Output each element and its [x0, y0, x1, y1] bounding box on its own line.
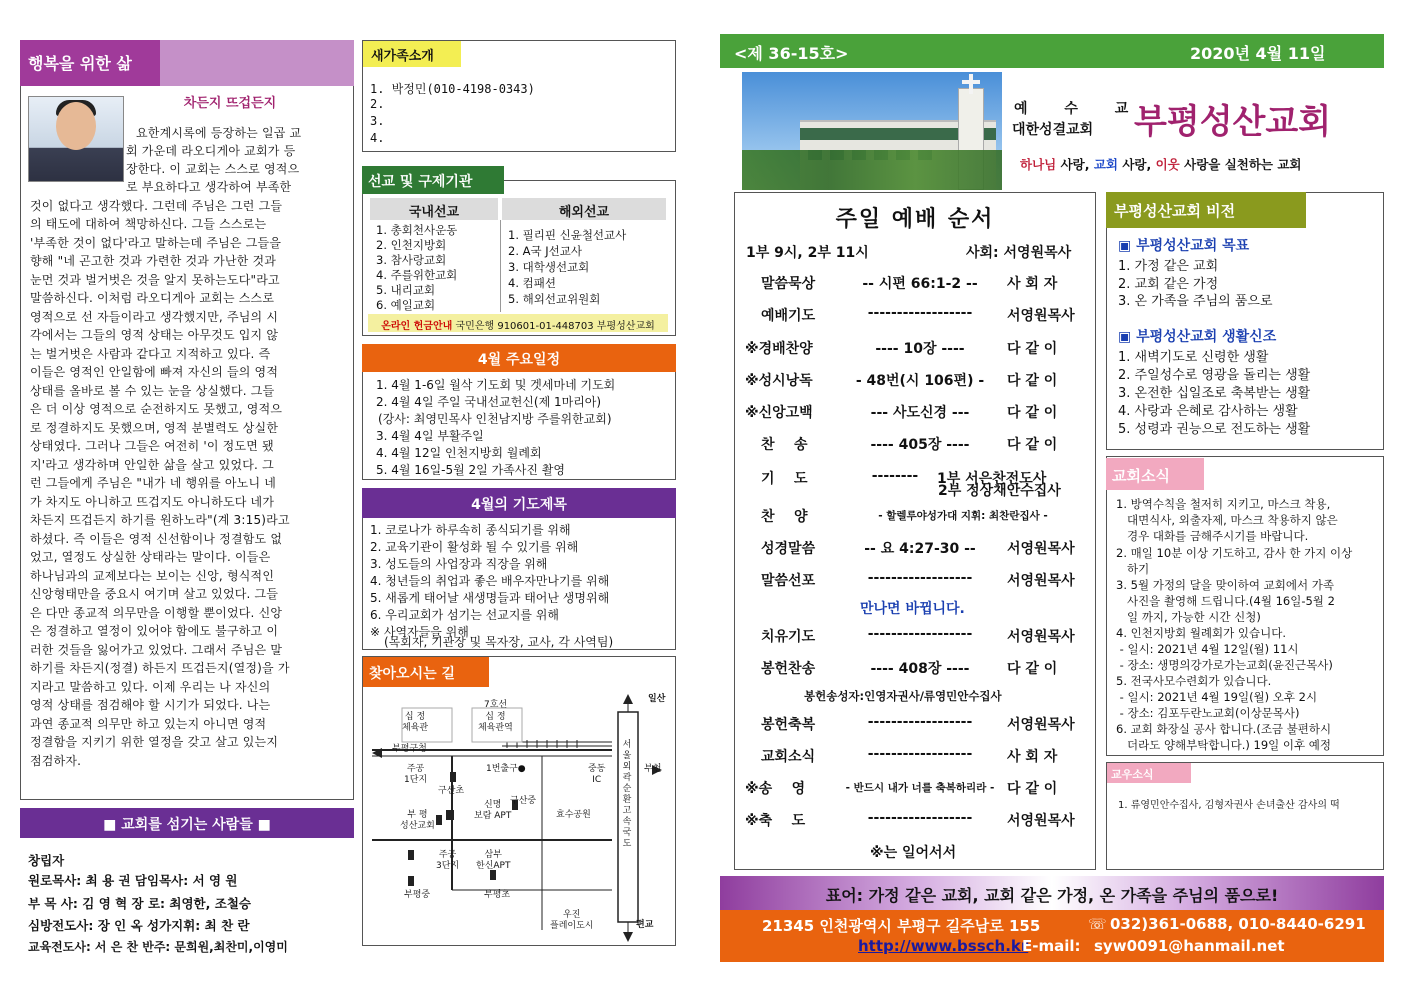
missions-title: 선교 및 구제기관: [362, 166, 504, 194]
worship-row-label: 성경말씀: [761, 541, 816, 557]
prayer-item: 1. 코로나가 하루속히 종식되기를 위해: [370, 523, 571, 537]
worship-row: [745, 570, 1090, 594]
service-times: 1부 9시, 2부 11시: [746, 245, 869, 261]
prayer-title: 4월의 기도제목: [362, 488, 676, 518]
online-offering-info: [368, 314, 668, 332]
essay-title-bar: [160, 40, 354, 86]
domestic-mission-item: 2. 인천지방회: [376, 238, 447, 252]
map-label-bupyeong-elementary: 부평초: [484, 890, 511, 900]
worship-row: [745, 434, 1090, 458]
goal-item: 1. 가정 같은 교회: [1118, 259, 1219, 274]
map-label-bupyeong-gu-office: 부평구청: [392, 744, 427, 754]
map-label-jugong1: 주공 1단지: [404, 764, 428, 785]
map-label-sipjeong-station: 십 정 체육관역: [478, 712, 513, 733]
map-label-jungdong-ic: 중동 IC: [588, 764, 606, 785]
map-label-sipjeong-gym: 십 정 체육관: [402, 712, 429, 733]
essay-section-title: 행복을 위한 삶: [20, 40, 160, 86]
essay-line: 하나님과의 교제보다는 보이는 신앙, 형식적인: [30, 569, 275, 583]
creed-item: 3. 온전한 십일조로 축복받는 생활: [1118, 386, 1311, 401]
worship-row: [745, 305, 1090, 329]
motto-part: 교회: [1093, 157, 1118, 172]
goal-item: 3. 온 가족을 주님의 품으로: [1118, 294, 1273, 309]
worship-row-middle: -- 요 4:27-30 --: [864, 541, 976, 557]
motto-part: 이웃: [1155, 157, 1180, 172]
worship-row: [745, 273, 1090, 297]
worship-row: [745, 746, 1090, 770]
new-family-title: 새가족소개: [363, 41, 461, 67]
map-label-highway: 서울외곽순환고속국도: [622, 740, 632, 849]
worship-row-right: 서영원목사: [1007, 629, 1075, 645]
essay-line: 로 정결하지도 못했으며, 영적 분별력도 상실한: [30, 421, 279, 435]
issue-date: 2020년 4월 11일: [1190, 44, 1326, 63]
essay-line: 가 차지도 아니하고 뜨겁지도 아니하도다 네가: [30, 495, 275, 509]
essay-line: 정결함을 지키기 위한 열정을 갖고 살고 있는지: [30, 735, 279, 749]
schedule-item: (강사: 최영민목사 인천남지방 주를위한교회): [378, 412, 612, 426]
essay-line: 은 다만 종교적 의무만을 이행할 뿐이었다. 신앙: [30, 606, 283, 620]
staff-line: 심방전도사: 장 인 옥 성가지휘: 최 찬 란: [28, 918, 250, 933]
worship-row-right: 다 같 이: [1007, 661, 1058, 677]
worship-row-right: 사 회 자: [1007, 276, 1058, 292]
worship-row-label: ※성시낭독: [745, 373, 813, 389]
news-item: 5. 전국사모수련회가 있습니다.: [1116, 674, 1272, 688]
church-news-title: 교회소식: [1106, 458, 1204, 490]
worship-row-middle: -- 시편 66:1-2 --: [862, 276, 978, 292]
worship-row-right: 서영원목사: [1007, 308, 1075, 324]
prayer-item: 4. 청년들의 취업과 좋은 배우자만나기를 위해: [370, 574, 610, 588]
essay-line: 상태를 올바로 볼 수 있는 눈을 상실했다. 그들: [30, 384, 275, 398]
news-item: - 장소: 생명의강가로가는교회(윤진근목사): [1116, 658, 1333, 672]
worship-row-label: 봉헌찬송: [761, 661, 816, 677]
essay-line: 로 부요하다고 생각하여 부족한: [126, 180, 292, 194]
worship-row-middle: --- 사도신경 ---: [870, 405, 970, 421]
creed-item: 2. 주일성수로 영광을 돌리는 생활: [1118, 368, 1311, 383]
foreign-mission-item: 4. 컴패션: [508, 276, 556, 290]
worship-row-label: 말씀선포: [761, 573, 816, 589]
foreign-mission-item: 5. 해외선교위원회: [508, 292, 601, 306]
news-item: 대면식사, 외출자제, 마스크 착용하지 않은: [1116, 513, 1338, 527]
worship-row-label: 기 도: [761, 471, 808, 487]
worship-row-label: ※송 영: [745, 781, 806, 797]
worship-row-middle: - 할렐루야성가대 지휘: 최찬란집사 -: [878, 510, 1048, 522]
worship-row-middle: ------------------: [867, 714, 973, 730]
schedule-title: 4월 주요일정: [362, 344, 676, 372]
worship-row-right: 다 같 이: [1007, 341, 1058, 357]
domestic-mission-item: 1. 총회천사운동: [376, 223, 458, 237]
essay-line: 각에서는 그들의 영적 상태는 아무것도 입지 않: [30, 328, 279, 342]
worship-row-middle: ------------------: [867, 746, 973, 762]
essay-line: 은 더 이상 영적으로 순전하지도 못했고, 영적으: [30, 402, 283, 416]
worship-row-right: 다 같 이: [1007, 373, 1058, 389]
worship-row: [745, 538, 1090, 562]
motto-part: 사랑을 실천하는 교회: [1179, 157, 1302, 172]
worship-row-right: 다 같 이: [1007, 437, 1058, 453]
second-service-prayer: 2부 정상채안수집사: [938, 483, 1061, 499]
map-label-bupyeong-middle: 부평중: [404, 890, 431, 900]
worship-row-label: ※경배찬양: [745, 341, 813, 357]
worship-row-right: 사 회 자: [1007, 749, 1058, 765]
bank-account-text: 국민은행 910601-01-448703 부평성산교회: [455, 321, 655, 332]
worship-row: [745, 714, 1090, 738]
domestic-missions-header: 국내선교: [370, 198, 498, 220]
denomination-line-2: 대한성결교회: [1012, 122, 1094, 138]
issue-number: <제 36-15호>: [734, 44, 849, 63]
staff-line: 원로목사: 최 용 권 담임목사: 서 영 원: [28, 873, 238, 888]
domestic-mission-item: 4. 주를위한교회: [376, 268, 458, 282]
prayer-item: 6. 우리교회가 섬기는 선교지를 위해: [370, 608, 559, 622]
worship-row-middle: ---- 405장 ----: [870, 437, 970, 453]
news-item: 하기: [1116, 562, 1150, 576]
schedule-item: 3. 4월 4일 부활주일: [376, 429, 484, 443]
worship-row: [745, 658, 1090, 682]
schedule-item: 2. 4월 4일 주일 국내선교헌신(제 1마리아): [376, 395, 602, 409]
phone-numbers: 032)361-0688, 010-8440-6291: [1110, 915, 1366, 933]
phone-icon: ☏: [1088, 915, 1107, 933]
directions-title: 찾아오시는 길: [363, 657, 489, 687]
creed-item: 4. 사랑과 은혜로 감사하는 생활: [1118, 404, 1298, 419]
worship-row-middle: - 반드시 내가 너를 축복하리라 -: [845, 782, 995, 794]
essay-line: 은 정결하고 열정이 있어야 함에도 불구하고 이: [30, 624, 279, 638]
news-item: 6. 교회 화장실 공사 합니다.(조금 불편하시: [1116, 722, 1332, 736]
online-offering-label: 온라인 헌금안내: [381, 321, 453, 332]
creed-item: 1. 새벽기도로 신령한 생활: [1118, 350, 1269, 365]
schedule-item: 4. 4월 12일 인천지방회 월례회: [376, 446, 542, 460]
standing-note: ※는 일어서서: [870, 845, 957, 861]
worship-row-middle: ---- 10장 ----: [875, 341, 965, 357]
worship-row-right: 다 같 이: [1007, 405, 1058, 421]
new-family-item: 1. 박정민(010-4198-0343): [370, 82, 535, 96]
creed-item: 5. 성령과 권능으로 전도하는 생활: [1118, 422, 1311, 437]
missions-divider: [500, 220, 501, 312]
domestic-mission-item: 5. 내리교회: [376, 283, 436, 297]
worship-row: [745, 810, 1090, 834]
map-label-pyeongyo: 편교: [636, 920, 654, 930]
church-name: 부평성산교회: [1134, 102, 1332, 142]
goal-heading: ▣ 부평성산교회 목표: [1118, 238, 1250, 254]
staff-line: 창립자: [28, 853, 65, 868]
map-label-exit1: 1번출구●: [486, 764, 526, 774]
map-label-gusan-elementary: 구산초: [438, 786, 465, 796]
news-item: 3. 5월 가정의 달을 맞이하여 교회에서 가족: [1116, 578, 1334, 592]
foreign-mission-item: 1. 필리핀 신윤철선교사: [508, 228, 627, 242]
essay-line: 것이 없다고 생각했다. 그런데 주님은 그런 그들: [30, 199, 283, 213]
news-item: - 일시: 2021년 4월 12일(월) 11시: [1116, 642, 1299, 656]
map-label-hyosu-park: 효수공원: [556, 810, 591, 820]
news-item: - 장소: 김포두란노교회(이상문목사): [1116, 706, 1300, 720]
essay-title: 차든지 뜨겁든지: [183, 96, 277, 111]
denomination-line-1: 예 수 교: [1014, 101, 1145, 117]
worship-row-label: 봉헌축복: [761, 717, 816, 733]
foreign-mission-item: 3. 대학생선교회: [508, 260, 590, 274]
essay-line: 말씀하신다. 이처럼 라오디게아 교회는 스스로: [30, 291, 275, 305]
news-item: 4. 인천지방회 월례회가 있습니다.: [1116, 626, 1287, 640]
map-label-sinmyeong: 신명 보람 APT: [474, 800, 512, 821]
essay-line: 차든지 뜨겁든지 하기를 원하노라"(계 3:15)라고: [30, 513, 290, 527]
essay-line: 신앙형태만을 중요시 여기며 살고 있었다. 그들: [30, 587, 279, 601]
essay-line: 영적 상태를 점검해야 할 시기가 되었다. 나는: [30, 698, 271, 712]
worship-row-right: 서영원목사: [1007, 573, 1075, 589]
essay-line: 상태였다. 그러나 그들은 여전히 '이 정도면 됐: [30, 439, 274, 453]
trees: [742, 150, 1002, 190]
essay-line: 영적으로 선 자들이라고 생각했지만, 주님의 시: [30, 310, 279, 324]
news-item: 더라도 양해부탁합니다.) 19일 이후 예정: [1116, 738, 1331, 752]
essay-line: 지라고 말씀하고 있다. 이제 우리는 나 자신의: [30, 680, 271, 694]
worship-row: [745, 338, 1090, 362]
essay-line: '부족한 것이 없다'라고 말하는데 주님은 그들을: [30, 236, 282, 250]
worship-title: 주일 예배 순서: [835, 207, 995, 232]
offering-servants: 봉헌송성자:인영자권사/류영민안수집사: [804, 689, 1002, 703]
essay-line: 눈먼 것과 벌거벗은 것을 알지 못하는도다"라고: [30, 273, 280, 287]
essay-line: 었고, 열정도 상실한 상태라는 말이다. 이들은: [30, 550, 271, 564]
map-label-gusan-middle: 구산중: [510, 796, 537, 806]
schedule-item: 1. 4월 1-6일 월삭 기도회 및 겟세마네 기도회: [376, 378, 616, 392]
essay-line: 요한계시록에 등장하는 일곱 교: [136, 126, 302, 140]
new-family-item: 4.: [370, 131, 385, 145]
news-item: 사진을 촬영해 드립니다.(4월 16일-5월 2: [1116, 594, 1335, 608]
news-item: - 일시: 2021년 4월 19일(월) 오후 2시: [1116, 690, 1318, 704]
essay-line: 이들은 영적인 안일함에 빠져 자신의 들의 영적: [30, 365, 279, 379]
worship-row: [745, 506, 1090, 530]
prayer-item: (목회자, 기관장 및 목자장, 교사, 각 사역팀): [384, 635, 614, 649]
essay-line: 지'라고 생각하며 안일한 삶을 살고 있었다. 그: [30, 458, 274, 472]
essay-line: 런 그들에게 주님은 "내가 네 행위를 아노니 네: [30, 476, 277, 490]
pastor-photo-face: [56, 102, 96, 150]
staff-line: 교육전도사: 서 은 찬 반주: 문희원,최찬미,이영미: [28, 940, 288, 954]
motto-part: 사랑,: [1118, 157, 1156, 172]
prayer-item: 3. 성도들의 사업장과 직장을 위해: [370, 557, 548, 571]
motto-banner: 표어: 가정 같은 교회, 교회 같은 가정, 온 가족을 주님의 품으로!: [720, 876, 1384, 910]
cross-icon: [969, 74, 973, 94]
essay-line: 러한 것들을 잃어가고 있었다. 그래서 주님은 말: [30, 643, 283, 657]
worship-row: [745, 778, 1090, 802]
foreign-missions-header: 해외선교: [502, 198, 666, 220]
worship-row-label: 치유기도: [761, 629, 816, 645]
news-item: 일 까지, 가능한 시간 신청): [1116, 610, 1261, 624]
new-family-item: 2.: [370, 97, 385, 111]
essay-line: 점검하자.: [30, 754, 82, 768]
essay-line: 과연 종교적 의무만 하고 있는지 아니면 영적: [30, 717, 267, 731]
worship-row-label: 찬 송: [761, 437, 808, 453]
worship-row-label: 예배기도: [761, 308, 816, 324]
news-item: 1. 방역수칙을 철저히 지키고, 마스크 착용,: [1116, 497, 1331, 511]
cross-icon-bar: [962, 80, 980, 84]
new-family-item: 3.: [370, 114, 385, 128]
worship-row-label: ※축 도: [745, 813, 806, 829]
member-news-title: 교우소식: [1107, 763, 1191, 783]
news-item: 2. 매일 10분 이상 기도하고, 감사 한 가지 이상: [1116, 546, 1353, 560]
map-label-jugong3: 주공 3단지: [436, 850, 460, 871]
worship-row: [745, 370, 1090, 394]
essay-line: 의 태도에 대하여 책망하신다. 그들 스스로는: [30, 217, 267, 231]
sermon-title: 만나면 바뀝니다.: [860, 601, 965, 617]
worship-row-right: 서영원목사: [1007, 541, 1075, 557]
email-label: E-mail:: [1022, 937, 1081, 955]
prayer-item: ※ 사역자들을 위해: [370, 625, 469, 639]
motto-part: 하나님: [1020, 157, 1057, 172]
worship-row-middle: ------------------: [867, 810, 973, 826]
worship-row: [745, 402, 1090, 426]
prayer-item: 5. 새롭게 태어날 새생명들과 태어난 생명위해: [370, 591, 610, 605]
church-motto: [1020, 155, 1302, 173]
servants-header: ■ 교회를 섬기는 사람들 ■: [20, 808, 354, 838]
creed-heading: ▣ 부평성산교회 생활신조: [1118, 329, 1277, 345]
essay-line: 향해 "네 곤고한 것과 가련한 것과 가난한 것과: [30, 254, 277, 268]
worship-row-middle: ------------------: [867, 305, 973, 321]
member-news-item: 1. 류영민안수집사, 김형자권사 손녀출산 감사의 떡: [1118, 800, 1340, 811]
prayer-item: 2. 교육기관이 활성화 될 수 있기를 위해: [370, 540, 579, 554]
worship-row-middle: ------------------: [867, 626, 973, 642]
worship-row-right: 서영원목사: [1007, 813, 1075, 829]
staff-line: 부 목 사: 김 영 혁 장 로: 최영한, 조철승: [28, 896, 251, 911]
worship-row-middle: ------------------: [867, 570, 973, 586]
worship-row-label: ※신앙고백: [745, 405, 813, 421]
map-label-sambu: 삼부 한신APT: [476, 850, 511, 871]
worship-row: [745, 626, 1090, 650]
map-label-bucheon: 부천: [644, 764, 662, 774]
essay-line: 하기를 차든지(정결) 하든지 뜨겁든지(열정)을 가: [30, 661, 290, 675]
worship-row-right: 다 같 이: [1007, 781, 1058, 797]
essay-line: 하셨다. 즉 이들은 영적 신선함이나 정결함도 없: [30, 532, 283, 546]
essay-line: 는 벌거벗은 사람과 같다고 지적하고 있다. 즉: [30, 347, 271, 361]
worship-row-label: 말씀묵상: [761, 276, 816, 292]
news-item: 경우 대화를 금해주시기를 바랍니다.: [1116, 529, 1309, 543]
motto-part: 사랑,: [1056, 157, 1094, 172]
email-link[interactable]: syw0091@hanmail.net: [1094, 937, 1285, 955]
essay-line: 장한다. 이 교회는 스스로 영적으: [126, 162, 300, 176]
moderator: 사회: 서영원목사: [966, 245, 1072, 261]
domestic-mission-item: 3. 참사랑교회: [376, 253, 447, 267]
schedule-item: 5. 4월 16일-5월 2일 가족사진 촬영: [376, 463, 565, 477]
worship-row-label: 교회소식: [761, 749, 816, 765]
map-label-ilsan: 일산: [648, 694, 666, 704]
map-label-ujin: 우진 플레이도시: [550, 910, 594, 931]
essay-line: 회 가운데 라오디게아 교회가 등: [126, 144, 296, 158]
map-label-church: 부 평 성산교회: [400, 810, 435, 831]
website-link[interactable]: http://www.bssch.kr: [858, 937, 1029, 955]
foreign-mission-item: 2. A국 J선교사: [508, 244, 582, 258]
worship-row-label: 찬 양: [761, 509, 808, 525]
address: 21345 인천광역시 부평구 길주남로 155: [762, 917, 1041, 935]
worship-row-middle: ---- 408장 ----: [870, 661, 970, 677]
worship-row-right: 서영원목사: [1007, 717, 1075, 733]
domestic-mission-item: 6. 예일교회: [376, 298, 436, 312]
worship-row-middle: --------: [871, 468, 919, 484]
vision-title: 부평성산교회 비전: [1106, 192, 1306, 228]
worship-row-middle: - 48번(시 106편) -: [855, 373, 985, 389]
worship-row-right: 1부 서은찬전도사: [937, 471, 1047, 487]
goal-item: 2. 교회 같은 가정: [1118, 277, 1219, 292]
map-label-line7: 7호선: [484, 700, 508, 710]
